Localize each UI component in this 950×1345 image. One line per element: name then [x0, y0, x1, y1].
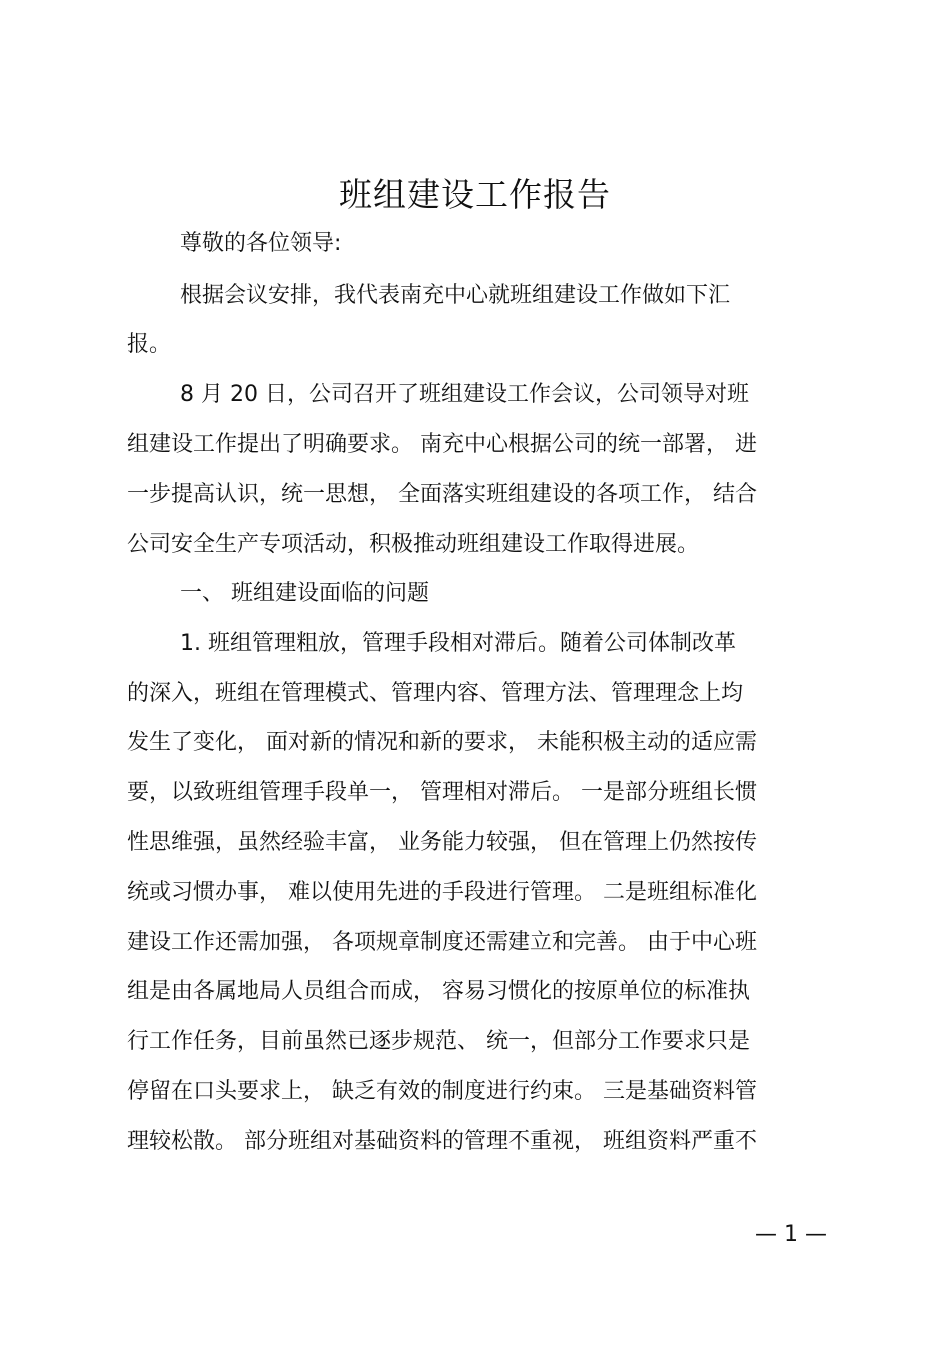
- text-line: 一步提高认识，统一思想， 全面落实班组建设的各项工作， 结合: [127, 482, 757, 507]
- page-number: — 1 —: [755, 1222, 827, 1247]
- text-line: 建设工作还需加强， 各项规章制度还需建立和完善。 由于中心班: [127, 930, 757, 955]
- text-line: 根据会议安排，我代表南充中心就班组建设工作做如下汇: [180, 283, 731, 308]
- text-line: 组是由各属地局人员组合而成， 容易习惯化的按原单位的标准执: [127, 979, 750, 1004]
- text-line: 报。: [127, 332, 172, 357]
- text-line: 组建设工作提出了明确要求。 南充中心根据公司的统一部署， 进: [127, 432, 757, 457]
- text-line: 统或习惯办事， 难以使用先进的手段进行管理。 二是班组标准化: [127, 880, 757, 905]
- text-line: 行工作任务，目前虽然已逐步规范、 统一，但部分工作要求只是: [127, 1029, 750, 1054]
- text-line: 1. 班组管理粗放，管理手段相对滞后。随着公司体制改革: [180, 631, 736, 656]
- text-line: 要，以致班组管理手段单一， 管理相对滞后。 一是部分班组长惯: [127, 780, 757, 805]
- text-line: 8 月 20 日，公司召开了班组建设工作会议，公司领导对班: [180, 382, 749, 407]
- text-line: 停留在口头要求上， 缺乏有效的制度进行约束。 三是基础资料管: [127, 1079, 757, 1104]
- text-line: 公司安全生产专项活动，积极推动班组建设工作取得进展。: [127, 532, 700, 557]
- text-line: 尊敬的各位领导:: [180, 231, 342, 256]
- text-line: 性思维强，虽然经验丰富， 业务能力较强， 但在管理上仍然按传: [127, 830, 757, 855]
- page-title: 班组建设工作报告: [339, 175, 611, 214]
- text-line: 发生了变化， 面对新的情况和新的要求， 未能积极主动的适应需: [127, 730, 757, 755]
- section-heading: 一、 班组建设面临的问题: [180, 581, 429, 606]
- text-line: 的深入，班组在管理模式、管理内容、管理方法、管理理念上均: [127, 681, 744, 706]
- text-line: 理较松散。 部分班组对基础资料的管理不重视， 班组资料严重不: [127, 1129, 757, 1154]
